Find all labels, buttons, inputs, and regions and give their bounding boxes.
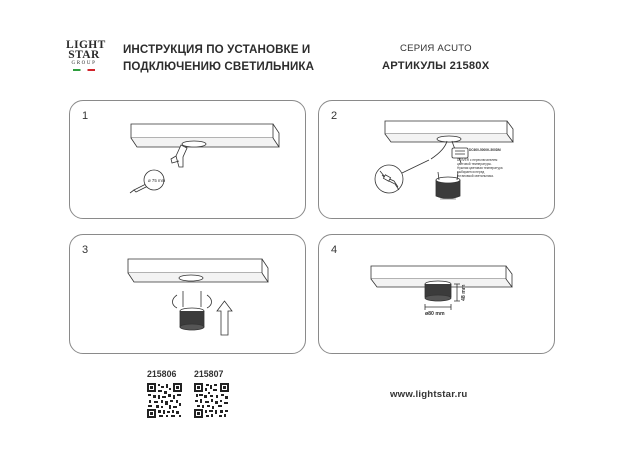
step-4-number: 4: [331, 244, 338, 256]
driver-note-line: выбирается перед: [457, 170, 485, 174]
step-2-illustration: [319, 101, 554, 219]
step-1-panel: [69, 100, 306, 219]
step-2-panel: [318, 100, 555, 219]
driver-note-line: цветовой температуры.: [457, 162, 492, 166]
driver-note: [457, 158, 503, 178]
step-3-illustration: [70, 235, 305, 353]
logo-line-group: GROUP: [71, 61, 97, 66]
article-numbers: АРТИКУЛЫ 21580X: [382, 60, 490, 72]
logo-line-light: LIGHT: [66, 39, 106, 51]
driver-model-label: DC600-5000K-500DM: [469, 148, 501, 152]
step-1-number: 1: [82, 110, 89, 122]
title-line-2: ПОДКЛЮЧЕНИЮ СВЕТИЛЬНИКА: [123, 60, 315, 73]
step-3-panel: [69, 234, 306, 354]
step-4-illustration: [319, 235, 554, 353]
step-3-number: 3: [82, 244, 89, 256]
step-1-illustration: [70, 101, 305, 219]
italian-flag-stripe: [73, 69, 95, 71]
step-4-panel: [318, 234, 555, 354]
hole-diameter-label: ø 75 mm: [148, 178, 166, 183]
qr-code-icon: [147, 383, 182, 418]
qr-code-icon: [194, 383, 229, 418]
website-url: www.lightstar.ru: [390, 389, 468, 400]
step-2-number: 2: [331, 110, 338, 122]
article-code-215807: 215807: [194, 369, 224, 379]
driver-note-line: DRIVER с переключателем: [457, 158, 498, 162]
brand-logo: [66, 39, 106, 71]
height-dimension-label: 48 mm: [461, 284, 467, 301]
series-label: СЕРИЯ ACUTO: [400, 43, 472, 54]
diameter-dimension-label: ø80 mm: [425, 311, 445, 317]
driver-note-line: Нужная цветовая температура: [457, 166, 503, 170]
article-code-215806: 215806: [147, 369, 177, 379]
logo-line-star: STAR: [68, 49, 100, 61]
title-line-1: ИНСТРУКЦИЯ ПО УСТАНОВКЕ И: [123, 43, 311, 56]
driver-note-line: установкой светильника.: [457, 174, 494, 178]
